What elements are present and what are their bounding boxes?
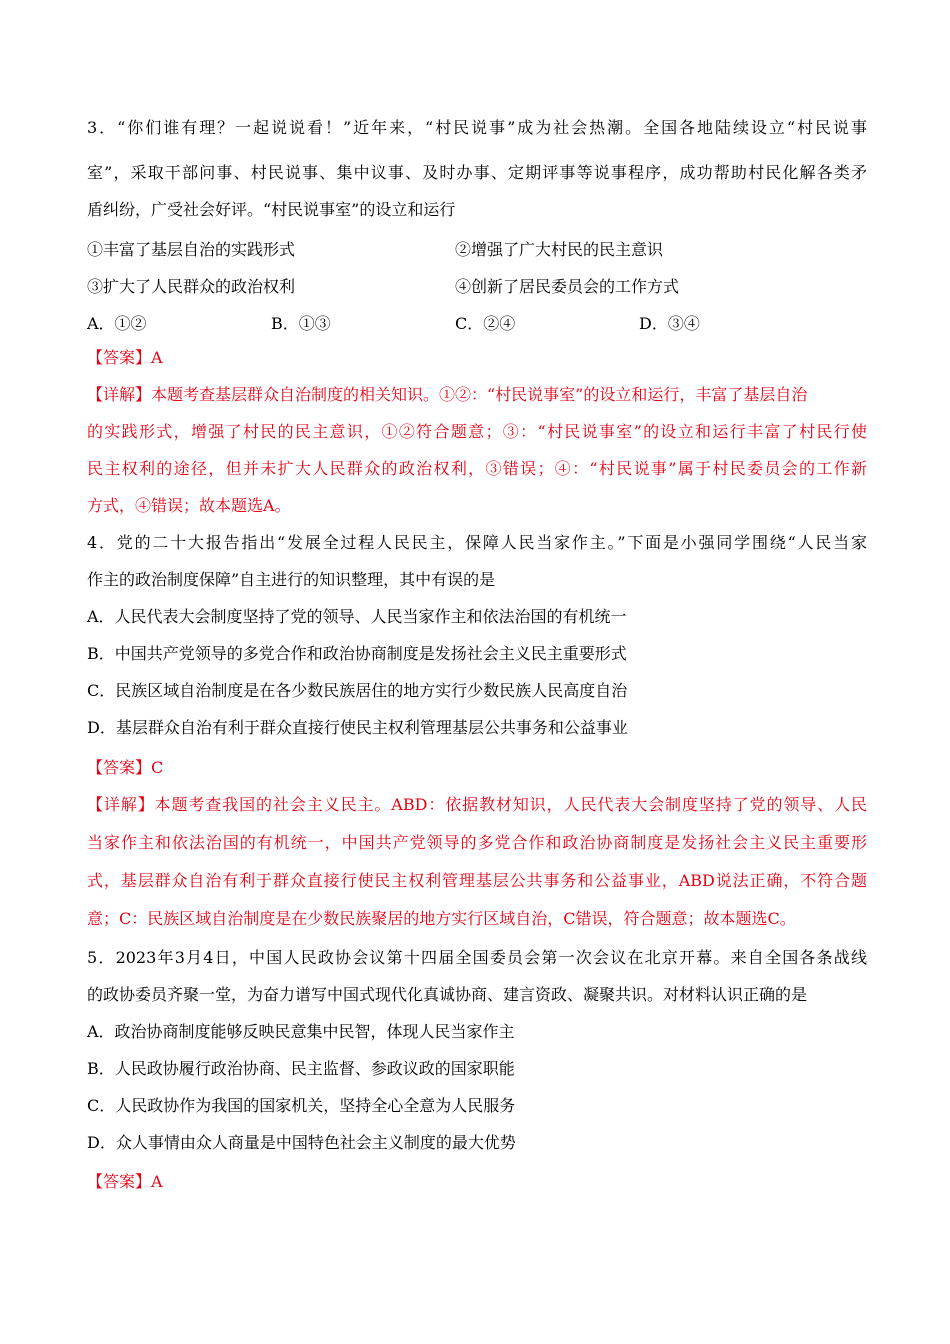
question-4-option-c: C．民族区域自治制度是在各少数民族居住的地方实行少数民族人民高度自治: [87, 681, 628, 700]
analysis-line: 当家作主和依法治国的有机统一，中国共产党领导的多党合作和政治协商制度是发扬社会主义民主重要形: [87, 833, 867, 852]
question-4-stem-line-1: 4．党的二十大报告指出“发展全过程人民民主，保障人民当家作主。”下面是小强同学围绕“人民当家: [87, 533, 867, 552]
analysis-line: 意；C：民族区域自治制度是在少数民族聚居的地方实行区域自治，C错误，符合题意；故本题选C。: [87, 909, 796, 928]
question-4-option-b: B．中国共产党领导的多党合作和政治协商制度是发扬社会主义民主重要形式: [87, 644, 627, 663]
question-3-items-row-1: [87, 237, 823, 260]
question-4-stem-line-2: 作主的政治制度保障”自主进行的知识整理，其中有误的是: [87, 570, 496, 589]
analysis-line: 方式，④错误；故本题选A。: [87, 496, 291, 515]
option-d: D．③④: [639, 314, 700, 333]
question-3-stem-line-3: 盾纠纷，广受社会好评。“村民说事室”的设立和运行: [87, 200, 456, 219]
question-3-options: [87, 311, 823, 334]
question-5-option-b: B．人民政协履行政治协商、民主监督、参政议政的国家职能: [87, 1059, 515, 1078]
question-5-answer: 【答案】A: [87, 1172, 163, 1191]
question-3-answer: 【答案】A: [87, 348, 163, 367]
question-4-option-a: A．人民代表大会制度坚持了党的领导、人民当家作主和依法治国的有机统一: [87, 607, 627, 626]
analysis-line: 的实践形式，增强了村民的民主意识，①②符合题意；③：“村民说事室”的设立和运行丰富了村民行使: [87, 422, 867, 441]
option-a: A．①②: [87, 314, 147, 333]
analysis-line: 【详解】本题考查基层群众自治制度的相关知识。①②：“村民说事室”的设立和运行，丰富了基层自治: [87, 385, 808, 404]
option-c: C．②④: [455, 314, 516, 333]
item-3: ③扩大了人民群众的政治权利: [87, 277, 296, 296]
question-5-option-d: D．众人事情由众人商量是中国特色社会主义制度的最大优势: [87, 1133, 516, 1152]
option-b: B．①③: [271, 314, 331, 333]
question-4-answer: 【答案】C: [87, 758, 164, 777]
question-5-stem-line-1: 5．2023年3月4日，中国人民政协会议第十四届全国委员会第一次会议在北京开幕。来自全国各条战线: [87, 948, 867, 967]
question-4-option-d: D．基层群众自治有利于群众直接行使民主权利管理基层公共事务和公益事业: [87, 718, 628, 737]
question-5-option-a: A．政治协商制度能够反映民意集中民智，体现人民当家作主: [87, 1022, 515, 1041]
question-5-option-c: C．人民政协作为我国的国家机关，坚持全心全意为人民服务: [87, 1096, 516, 1115]
analysis-line: 【详解】本题考查我国的社会主义民主。ABD：依据教材知识，人民代表大会制度坚持了党的领导、人民: [87, 795, 867, 814]
analysis-line: 式，基层群众自治有利于群众直接行使民主权利管理基层公共事务和公益事业，ABD说法正确，不符合题: [87, 871, 867, 890]
item-1: ①丰富了基层自治的实践形式: [87, 240, 296, 259]
question-3-items-row-2: [87, 274, 823, 297]
item-2: ②增强了广大村民的民主意识: [455, 240, 664, 259]
analysis-line: 民主权利的途径，但并未扩大人民群众的政治权利，③错误；④：“村民说事”属于村民委员会的工作新: [87, 459, 867, 478]
question-3-stem-line-2: 室”，采取干部问事、村民说事、集中议事、及时办事、定期评事等说事程序，成功帮助村民化解各类矛: [87, 163, 867, 182]
item-4: ④创新了居民委员会的工作方式: [455, 277, 680, 296]
question-5-stem-line-2: 的政协委员齐聚一堂，为奋力谱写中国式现代化真诚协商、建言资政、凝聚共识。对材料认识正确的是: [87, 985, 808, 1004]
question-3-stem-line-1: 3．“你们谁有理？一起说说看！”近年来，“村民说事”成为社会热潮。全国各地陆续设立“村民说事: [87, 118, 867, 137]
